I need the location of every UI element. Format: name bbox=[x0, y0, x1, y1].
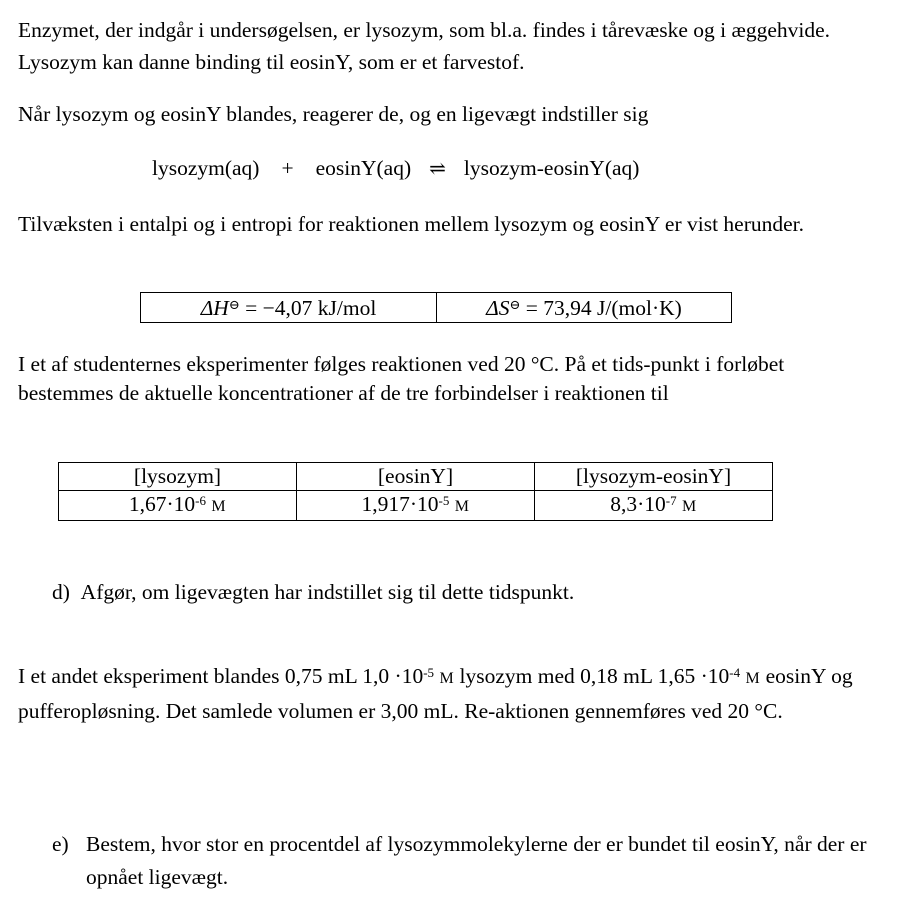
table-header-row bbox=[59, 463, 773, 491]
equilibrium-intro-paragraph: Når lysozym og eosinY blandes, reagerer de, og en ligevægt indstiller sig bbox=[18, 102, 649, 126]
header-eosin: [eosinY] bbox=[297, 463, 535, 491]
value-complex: $8,3\cdot 10^{-7}$ M bbox=[535, 491, 773, 521]
product-complex: lysozym-eosinY(aq) bbox=[463, 156, 640, 180]
entropy-symbol: ΔS bbox=[486, 295, 510, 320]
intro-paragraph: Enzymet, der indgår i undersøgelsen, er lysozym, som bl.a. findes i tårevæske og i æggehvide. Lysozym kan danne binding til eosinY, som er et farvestof. bbox=[18, 18, 831, 74]
question-d-label: d) bbox=[52, 580, 70, 604]
table-row bbox=[59, 491, 773, 521]
enthalpy-value: = −4,07 kJ/mol bbox=[239, 295, 377, 320]
experiment-paragraph: I et af studenternes eksperimenter følges reaktionen ved 20 °C. På et tids-punkt i forløbet bestemmes de aktuelle koncentrationer af de tre forbindelser i reaktionen til bbox=[18, 352, 785, 405]
concentration-table bbox=[58, 462, 773, 521]
reactant-lysozym: lysozym(aq) bbox=[152, 156, 260, 180]
header-complex: [lysozym-eosinY] bbox=[535, 463, 773, 491]
standard-state-icon: ⊖ bbox=[509, 296, 521, 312]
equilibrium-arrow-icon: ⇌ bbox=[429, 158, 446, 180]
question-e-label: e) bbox=[52, 832, 69, 856]
reaction-equation bbox=[152, 152, 639, 185]
question-d-text: Afgør, om ligevægten har indstillet sig til dette tidspunkt. bbox=[80, 580, 575, 604]
question-e bbox=[52, 828, 876, 894]
entropy-cell bbox=[437, 293, 732, 323]
entropy-value: = 73,94 J/(mol·K) bbox=[520, 295, 682, 320]
header-lysozym: [lysozym] bbox=[59, 463, 297, 491]
enthalpy-cell bbox=[141, 293, 437, 323]
question-e-text: Bestem, hvor stor en procentdel af lysozymmolekylerne der er bundet til eosinY, når der er opnået ligevægt. bbox=[86, 832, 867, 889]
value-lysozym: $1,67\cdot 10^{-6}$ M bbox=[59, 491, 297, 521]
standard-state-icon: ⊖ bbox=[228, 296, 240, 312]
thermodynamics-table bbox=[140, 292, 732, 323]
enthalpy-symbol: ΔH bbox=[200, 295, 229, 320]
second-experiment-paragraph: I et andet eksperiment blandes 0,75 mL $1,0 \cdot 10^{-5}$ M lysozym med 0,18 mL $1,65 \cdot 10^{-4}$ M eosinY og pufferopløsning. Det samlede volumen er 3,00 mL. Re-aktionen gennemføres ved 20 °C. bbox=[18, 664, 853, 723]
question-d bbox=[52, 576, 864, 608]
thermo-intro-paragraph: Tilvæksten i entalpi og i entropi for reaktionen mellem lysozym og eosinY er vist herunder. bbox=[18, 212, 805, 236]
reactant-eosin: eosinY(aq) bbox=[315, 156, 412, 180]
value-eosin: $1,917\cdot 10^{-5}$ M bbox=[297, 491, 535, 521]
plus-sign: + bbox=[281, 156, 294, 180]
